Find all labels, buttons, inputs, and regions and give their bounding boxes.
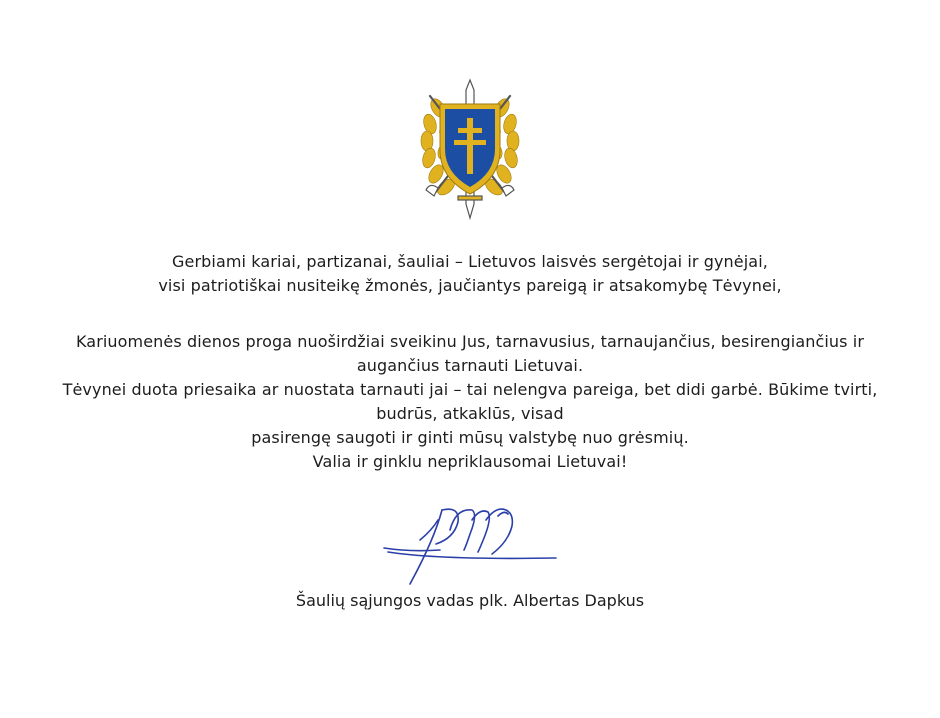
- message-body: [20, 330, 920, 474]
- sauliu-sajunga-emblem-icon: [418, 78, 522, 220]
- signer-title: Šaulių sąjungos vadas plk. Albertas Dapkus: [295, 591, 645, 610]
- greeting-line: Gerbiami kariai, partizanai, šauliai – Lietuvos laisvės sergėtojai ir gynėjai,: [172, 252, 768, 271]
- greeting-line: visi patriotiškai nusiteikę žmonės, jaučiantys pareigą ir atsakomybę Tėvynei,: [158, 276, 782, 295]
- message-line: Kariuomenės dienos proga nuoširdžiai sveikinu Jus, tarnavusius, tarnaujančius, besirengiančius ir: [75, 332, 864, 351]
- message-line: Valia ir ginklu nepriklausomai Lietuvai!: [312, 452, 628, 471]
- greeting: [20, 250, 920, 298]
- message-line: pasirengę saugoti ir ginti mūsų valstybę nuo grėsmių.: [251, 428, 689, 447]
- message-line: Tėvynei duota priesaika ar nuostata tarnauti jai – tai nelengva pareiga, bet didi garbė. Būkime tvirti,: [62, 380, 878, 399]
- message-line: augančius tarnauti Lietuvai.: [356, 356, 584, 375]
- handwritten-signature-icon: [380, 500, 560, 590]
- message-line: budrūs, atkaklūs, visad: [376, 404, 564, 423]
